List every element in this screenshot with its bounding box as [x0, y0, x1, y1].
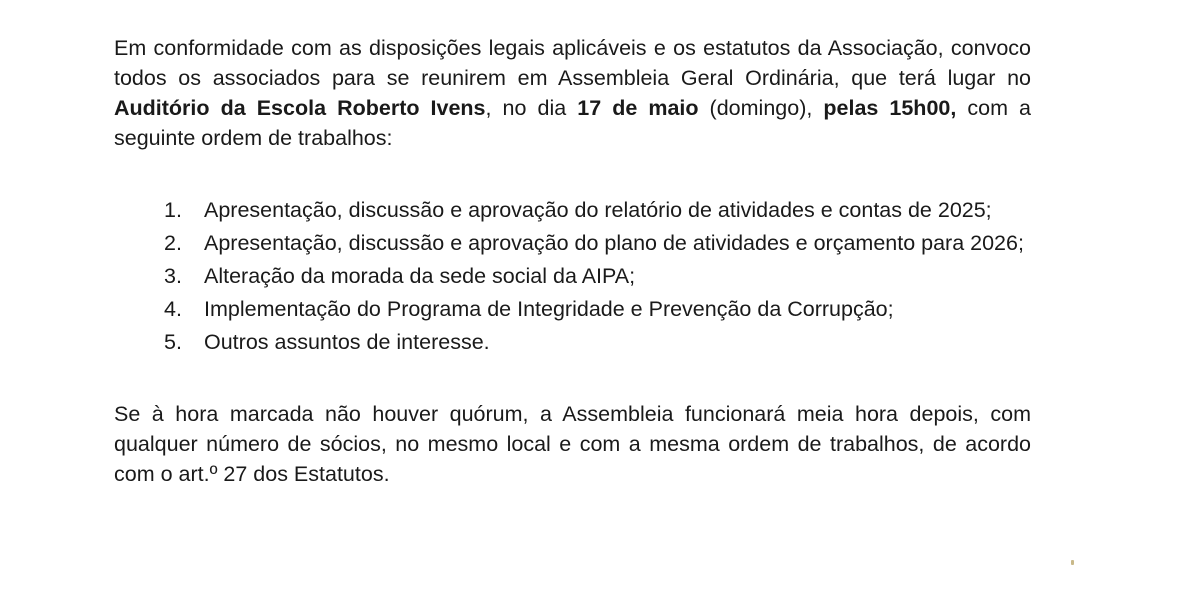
document-body — [114, 33, 1031, 489]
meeting-time: pelas 15h00, — [823, 96, 957, 120]
venue-name: Auditório da Escola Roberto Ivens — [114, 96, 486, 120]
intro-paragraph — [114, 33, 1031, 153]
agenda-item-number: 1. — [164, 198, 182, 222]
closing-paragraph: Se à hora marcada não houver quórum, a Assembleia funcionará meia hora depois, com qualquer número de sócios, no mesmo local e com a mesma ordem de trabalhos, de acordo com o art.º 27 dos Estatutos. — [114, 402, 1031, 486]
agenda-item-text: Implementação do Programa de Integridade e Prevenção da Corrupção; — [204, 297, 894, 321]
agenda-item-number: 5. — [164, 330, 182, 354]
intro-text-1: Em conformidade com as disposições legais aplicáveis e os estatutos da Associação, convoco todos os associados para se reunirem em Assembleia Geral Ordinária, que terá lugar no — [114, 36, 1031, 90]
intro-text-3: (domingo), — [698, 96, 824, 120]
intro-text-4: com a seguinte ordem de trabalhos: — [114, 96, 1032, 150]
agenda-item-text: Apresentação, discussão e aprovação do relatório de atividades e contas de 2025; — [204, 198, 992, 222]
scan-speck — [1071, 560, 1074, 565]
intro-text-2: , no dia — [485, 96, 578, 120]
meeting-date: 17 de maio — [577, 96, 699, 120]
agenda-item-text: Apresentação, discussão e aprovação do plano de atividades e orçamento para 2026; — [204, 231, 1024, 255]
agenda-item — [164, 261, 1031, 291]
agenda-item-text: Alteração da morada da sede social da AIPA; — [204, 264, 636, 288]
agenda-item — [164, 327, 1031, 357]
agenda-item-number: 3. — [164, 264, 182, 288]
agenda-item-number: 2. — [164, 231, 182, 255]
agenda-item-number: 4. — [164, 297, 182, 321]
agenda-list — [114, 195, 1031, 357]
agenda-item — [164, 294, 1031, 324]
agenda-item-text: Outros assuntos de interesse. — [204, 330, 490, 354]
agenda-item — [164, 195, 1031, 225]
agenda-item — [164, 228, 1031, 258]
